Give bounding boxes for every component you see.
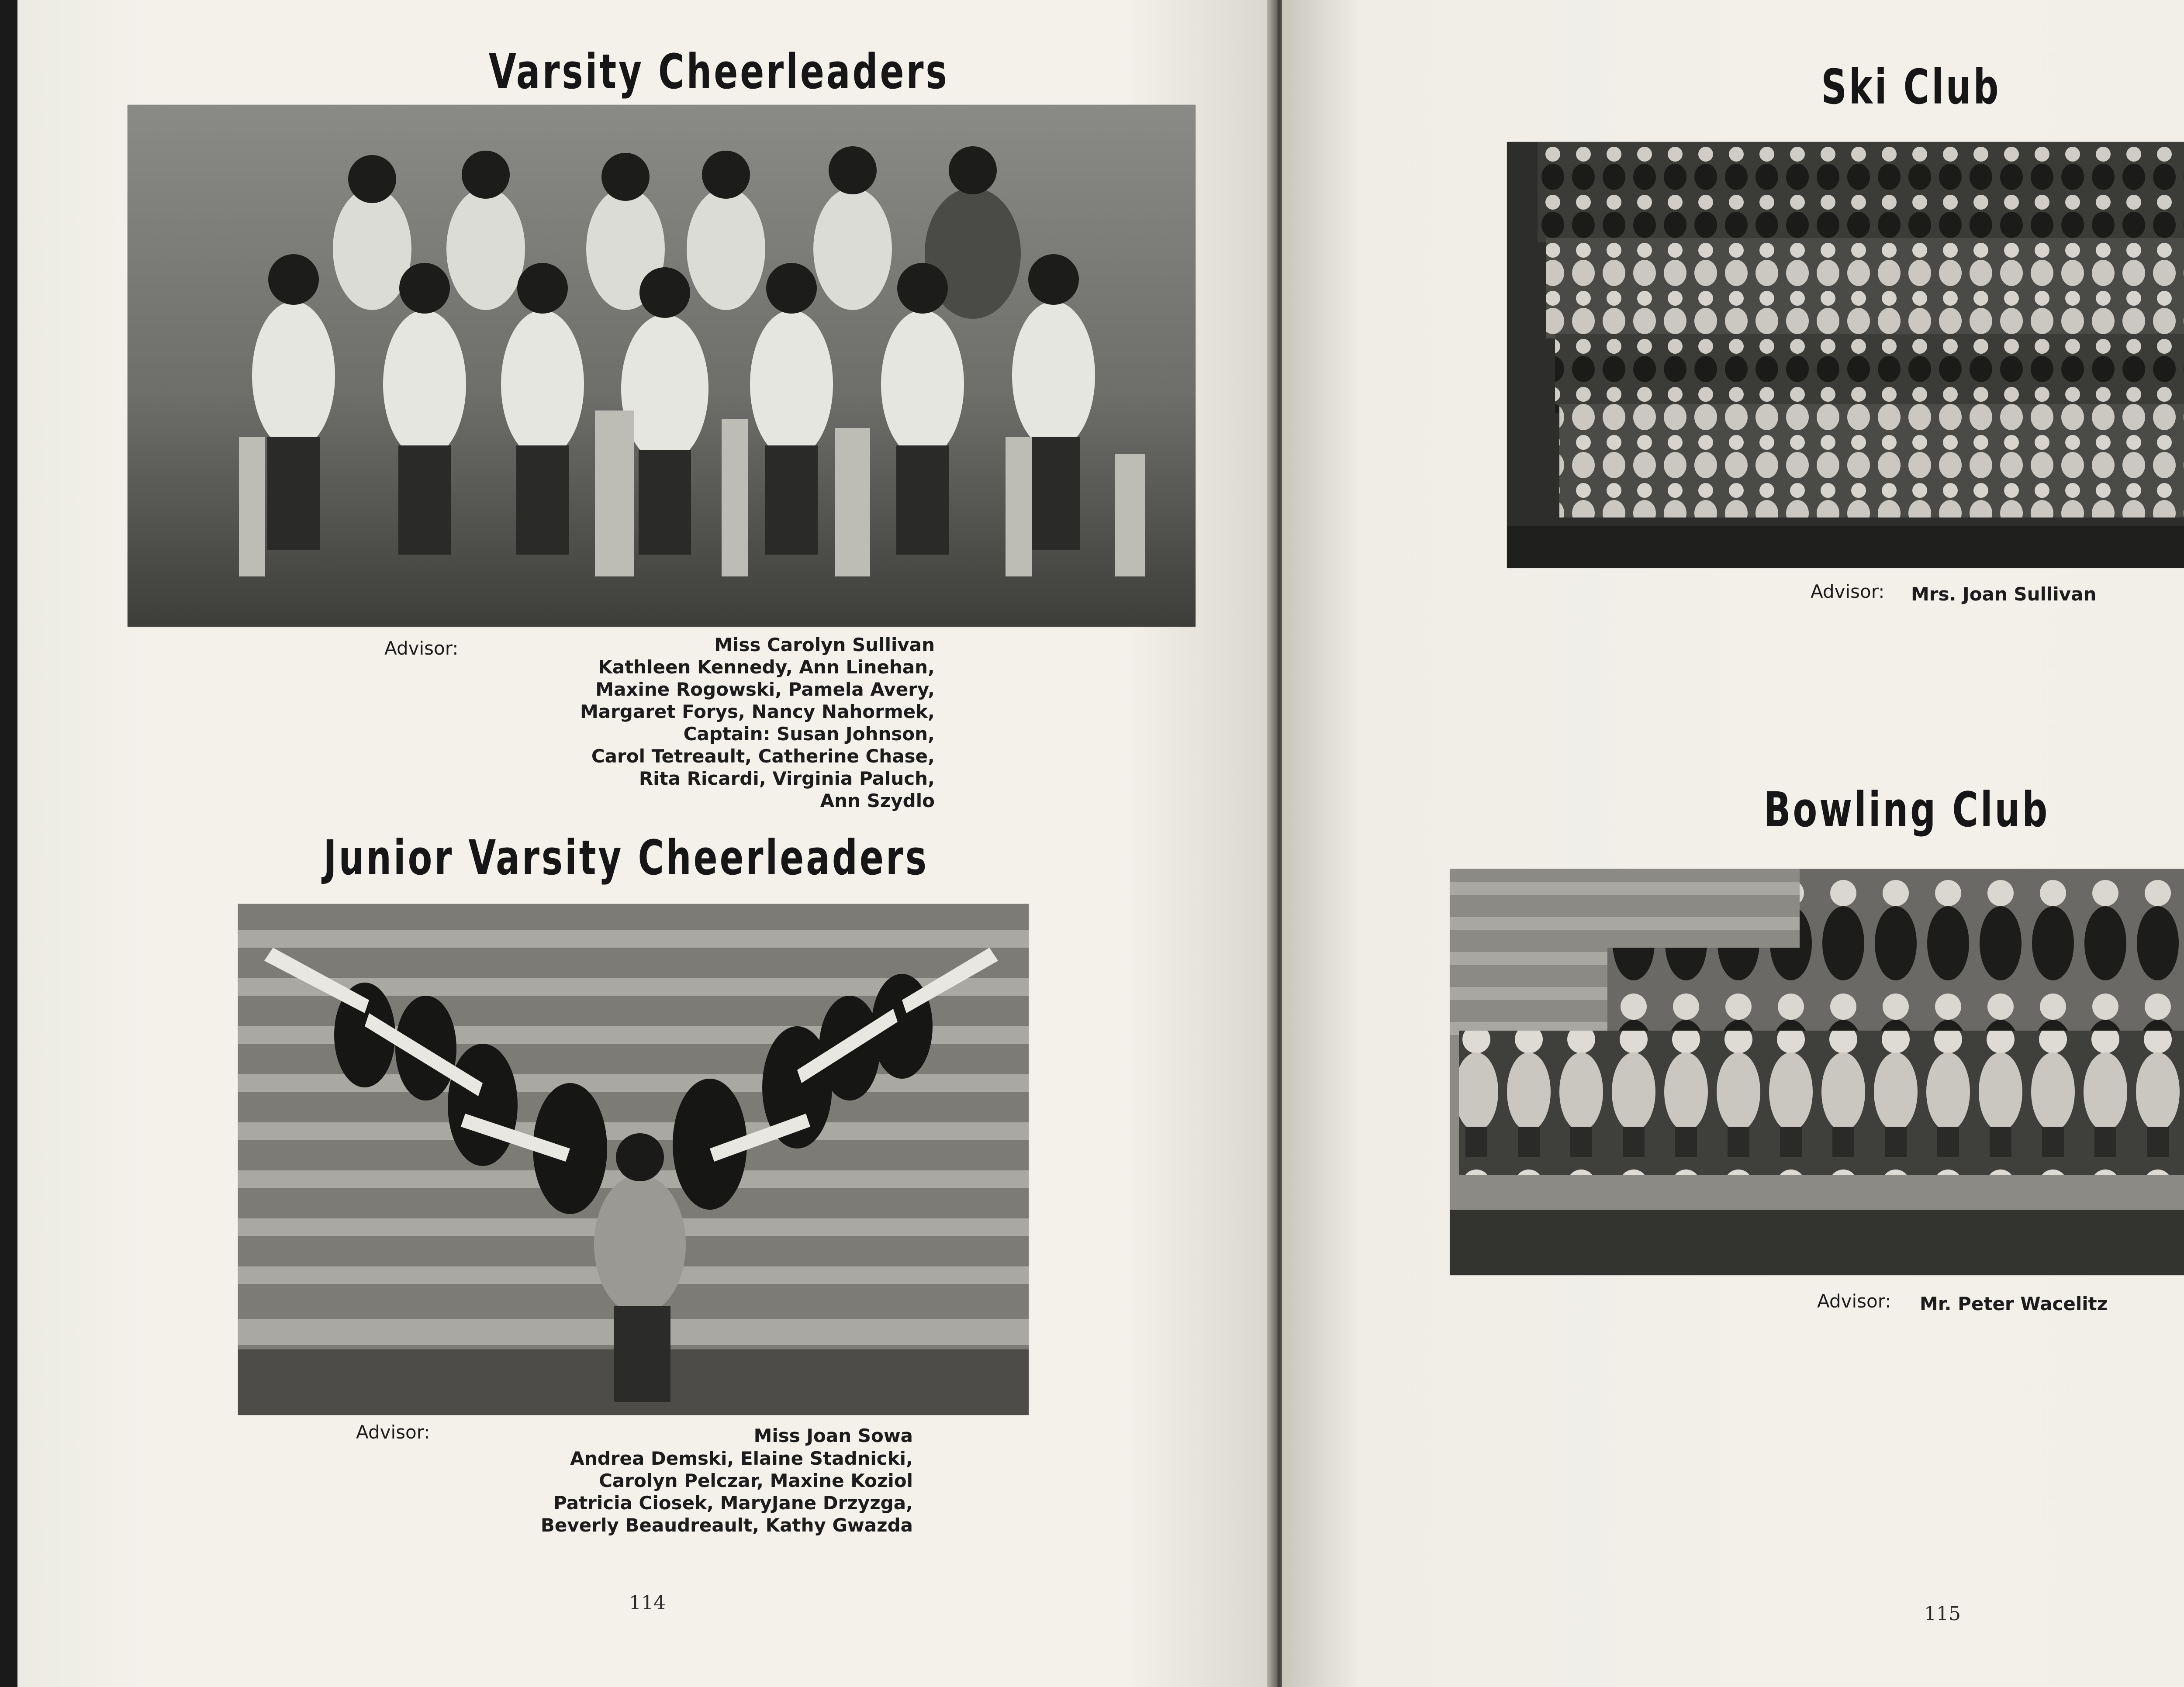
jv-title: Junior Varsity Cheerleaders [323, 830, 929, 886]
ski-club-title: Ski Club [1821, 59, 2001, 115]
ski-advisor-label: Advisor: [1811, 581, 1885, 602]
group-photo-icon [1507, 142, 2184, 568]
roster-line: Captain: Susan Johnson, [683, 723, 935, 745]
ski-advisor-name: Mrs. Joan Sullivan [1911, 583, 2097, 605]
roster-line: Ann Szydlo [820, 790, 935, 811]
group-photo-icon [238, 904, 1029, 1415]
bowling-advisor-name: Mr. Peter Wacelitz [1920, 1293, 2108, 1314]
jv-group-photo [238, 904, 1029, 1415]
bowling-advisor-label: Advisor: [1817, 1290, 1891, 1312]
group-photo-icon [128, 105, 1196, 627]
roster-line: Kathleen Kennedy, Ann Linehan, [598, 656, 935, 678]
right-page [1282, 0, 2184, 1687]
varsity-advisor-name: Miss Carolyn Sullivan [714, 634, 935, 655]
roster-line: Beverly Beaudreault, Kathy Gwazda [540, 1515, 913, 1536]
page-number-left: 114 [629, 1592, 666, 1614]
page-number-right: 115 [1924, 1603, 1961, 1625]
roster-line: Carolyn Pelczar, Maxine Koziol [599, 1470, 913, 1491]
bowling-club-title: Bowling Club [1763, 782, 2050, 838]
roster-line: Maxine Rogowski, Pamela Avery, [595, 679, 935, 700]
roster-line: Andrea Demski, Elaine Stadnicki, [570, 1448, 913, 1469]
jv-advisor-name: Miss Joan Sowa [753, 1425, 913, 1446]
group-photo-icon [1450, 869, 2184, 1275]
jv-roster [520, 1447, 913, 1536]
roster-line: Carol Tetreault, Catherine Chase, [591, 745, 935, 767]
varsity-title: Varsity Cheerleaders [489, 44, 949, 100]
roster-line: Rita Ricardi, Virginia Paluch, [639, 768, 935, 789]
bowling-club-group-photo [1450, 869, 2184, 1275]
varsity-group-photo [128, 105, 1196, 627]
jv-advisor-label: Advisor: [356, 1421, 430, 1443]
left-page [17, 0, 1275, 1687]
varsity-advisor-label: Advisor: [384, 638, 459, 659]
roster-line: Margaret Forys, Nancy Nahormek, [580, 701, 935, 722]
varsity-roster [542, 656, 935, 812]
ski-club-group-photo [1507, 142, 2184, 568]
roster-line: Patricia Ciosek, MaryJane Drzyzga, [553, 1492, 913, 1514]
